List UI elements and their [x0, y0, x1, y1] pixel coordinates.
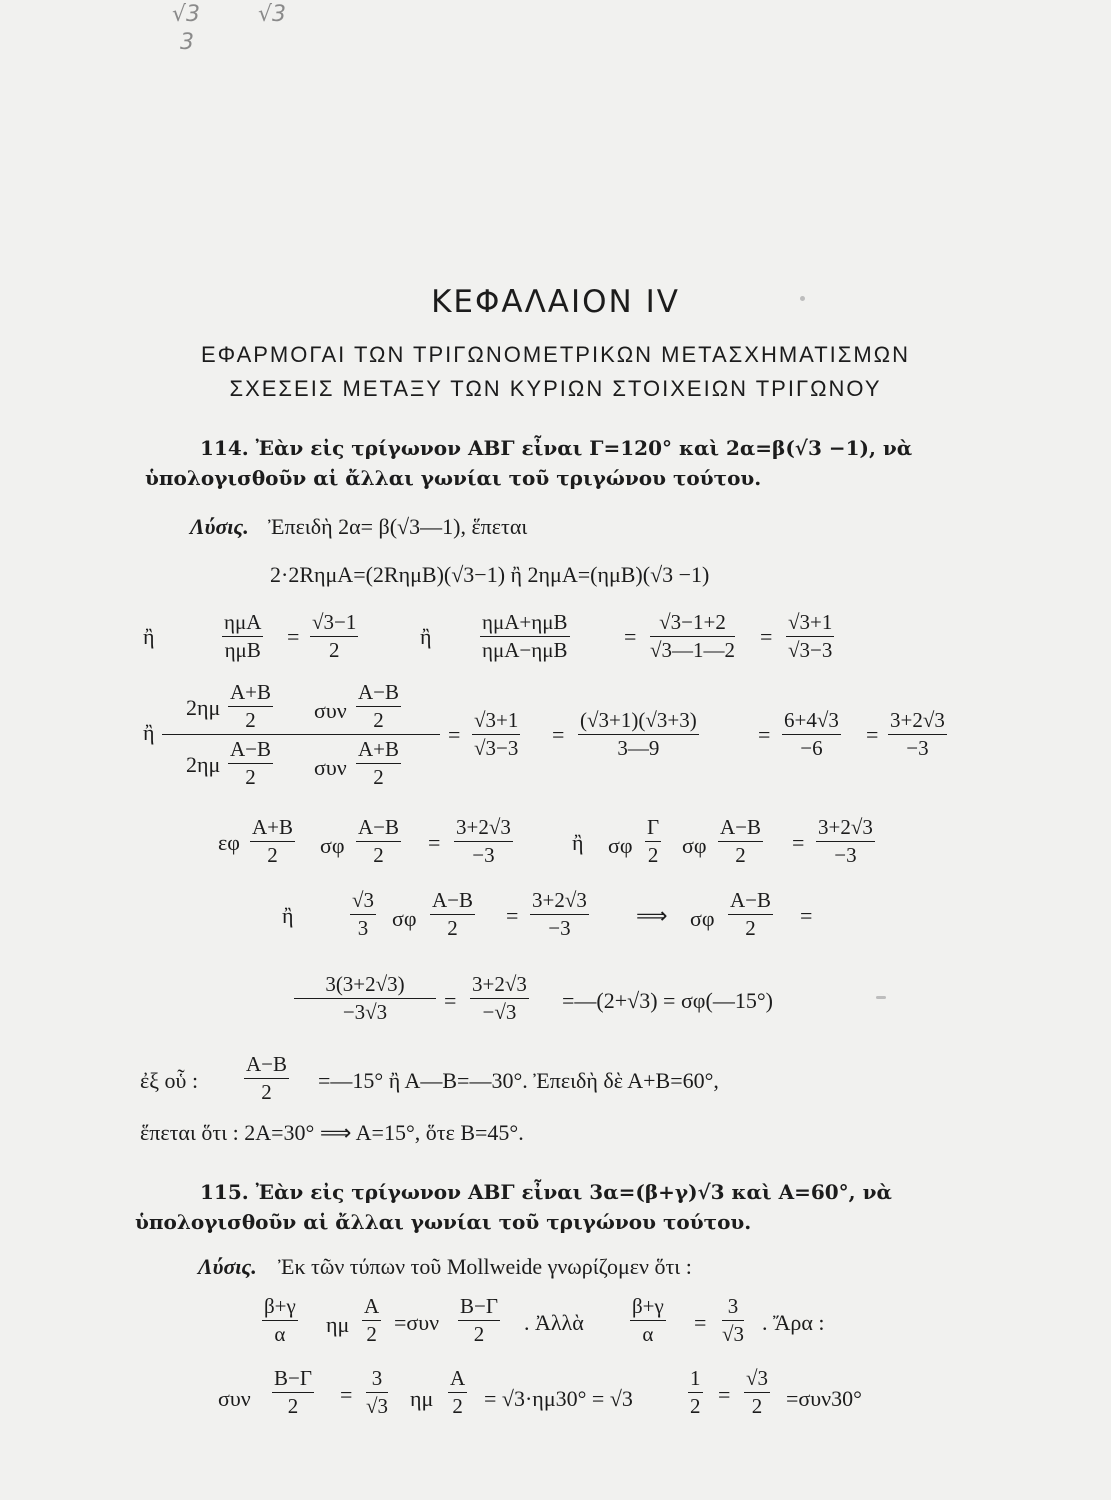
eq3-or: ἢ — [143, 720, 155, 745]
p115-eq2-mid: = √3·ημ30° = √3 — [484, 1386, 633, 1411]
eq7-tail: =—15° ἢ Α—Β=—30°. Ἐπειδὴ δὲ Α+Β=60°, — [318, 1068, 719, 1093]
solution-intro: Ἐπειδὴ 2α= β(√3—1), ἕπεται — [268, 514, 528, 539]
eq2-equals: = — [287, 624, 300, 649]
eq2-fraction-3: ημΑ+ημΒ ημΑ−ημΒ — [482, 610, 568, 662]
eq5-fraction-3: $\frac{3+2√3}{-3}$ — [532, 888, 587, 940]
eq3-den-fraction-1: $\frac{A-B}{2}$ — [230, 737, 272, 789]
p115-eq2-tail: =συν30° — [786, 1386, 862, 1411]
eq2-or: ἢ — [143, 624, 155, 649]
eq4-equals: = — [428, 830, 441, 855]
eq3-num-fraction-2: $\frac{A-B}{2}$ — [358, 680, 400, 732]
solution-intro-115: Ἐκ τῶν τύπων τοῦ Mollweide γνωρίζομεν ὅτι : — [278, 1254, 692, 1279]
eq3-den-mid: συν — [314, 755, 347, 780]
solution-label: Λύσις. — [190, 514, 249, 539]
p115-eq1-fraction-5: $\frac{3}{√3}$ — [722, 1294, 745, 1346]
chapter-subtitle-2: ΣΧΕΣΕΙΣ ΜΕΤΑΞΥ ΤΩΝ ΚΥΡΙΩΝ ΣΤΟΙΧΕΙΩΝ ΤΡΙΓΩΝΟΥ — [229, 376, 882, 401]
eq3-fraction-2: $\frac{√3+1}{√3-3}$ — [474, 708, 519, 760]
eq7-label: ἐξ οὗ : — [140, 1068, 199, 1093]
p115-eq1-fraction-3: $\frac{B-\Gamma}{2}$ — [460, 1294, 498, 1346]
p115-eq2-sun: συν — [218, 1386, 251, 1411]
eq4-equals-2: = — [792, 830, 805, 855]
p115-eq2-equals: = — [340, 1382, 353, 1407]
eq2-fraction-1: ημΑ ημΒ — [224, 610, 262, 662]
eq3-den-prefix: 2ημ — [186, 752, 221, 777]
p115-eq1-fraction-4: $\frac{\beta+\gamma}{\alpha}$ — [632, 1294, 664, 1346]
eq5-sf: σφ — [392, 906, 417, 931]
eq5-or: ἢ — [282, 903, 294, 928]
p115-eq2-fraction-3: $\frac{A}{2}$ — [450, 1366, 466, 1418]
eq3-main-bar — [162, 734, 440, 735]
p115-eq1-ara: . Ἄρα : — [762, 1310, 825, 1335]
eq5-sf2: σφ — [690, 906, 715, 931]
eq4-fraction-4: $\frac{\Gamma}{2}$ — [647, 815, 660, 867]
eq3-num-mid: συν — [314, 698, 347, 723]
eq4-sf3: σφ — [682, 833, 707, 858]
margin-note-sqrt3-2: √3 — [258, 2, 287, 27]
p115-eq1-fraction-2: $\frac{A}{2}$ — [364, 1294, 380, 1346]
eq8: ἕπεται ὅτι : 2Α=30° ⟹ Α=15°, ὅτε Β=45°. — [140, 1120, 524, 1145]
p115-eq1-sun: =συν — [394, 1310, 440, 1335]
problem-114-line2: ὑπολογισθοῦν αἱ ἄλλαι γωνίαι τοῦ τριγώνου τούτου. — [145, 466, 762, 490]
margin-note-3: 3 — [180, 30, 194, 55]
eq3-num-fraction-1: $\frac{A+B}{2}$ — [230, 680, 272, 732]
chapter-subtitle-1: ΕΦΑΡΜΟΓΑΙ ΤΩΝ ΤΡΙΓΩΝΟΜΕΤΡΙΚΩΝ ΜΕΤΑΣΧΗΜΑΤΙΣΜΩΝ — [200, 342, 911, 367]
p115-eq1-alla: . Ἀλλὰ — [524, 1310, 584, 1335]
p115-eq2-equals-2: = — [718, 1382, 731, 1407]
p115-eq2-fraction-2: $\frac{3}{√3}$ — [366, 1366, 389, 1418]
eq6-tail: =—(2+√3) = σφ(—15°) — [562, 988, 773, 1013]
eq5-fraction-2: $\frac{A-B}{2}$ — [432, 888, 474, 940]
eq5-equals-2: = — [800, 903, 813, 928]
problem-115-line2: ὑπολογισθοῦν αἱ ἄλλαι γωνίαι τοῦ τριγώνου τούτου. — [135, 1210, 752, 1234]
eq2-fraction-4: $\frac{√3-1+2}{√3—1—2}$ — [650, 610, 736, 662]
chapter-title: ΚΕΦΑΛΑΙΟΝ IV — [431, 284, 680, 320]
margin-note-sqrt3: √3 — [172, 2, 201, 27]
eq3-equals-2: = — [552, 722, 565, 747]
problem-115-line1: 115. Ἐὰν εἰς τρίγωνον ΑΒΓ εἶναι 3α=(β+γ)√3 καὶ Α=60°, νὰ — [200, 1180, 892, 1204]
eq3-fraction-3: $\frac{(√3+1)(√3+3)}{3—9}$ — [580, 708, 697, 760]
eq4-fraction-3: $\frac{3+2√3}{-3}$ — [456, 815, 511, 867]
eq4-sf2: σφ — [608, 833, 633, 858]
eq3-equals-4: = — [866, 722, 879, 747]
p115-eq2-em: ημ — [410, 1386, 434, 1411]
p115-eq2-fraction-5: $\frac{√3}{2}$ — [746, 1366, 769, 1418]
p115-eq1-equals: = — [694, 1310, 707, 1335]
eq5-implies: ⟹ — [636, 903, 668, 928]
speck — [876, 996, 886, 999]
eq3-equals-3: = — [758, 722, 771, 747]
eq4-or: ἢ — [572, 830, 584, 855]
eq4-fraction-1: $\frac{A+B}{2}$ — [252, 815, 294, 867]
eq4-sf: σφ — [320, 833, 345, 858]
eq6-fraction-2: $\frac{3+2√3}{-√3}$ — [472, 972, 527, 1024]
eq5-fraction-1: $\frac{√3}{3}$ — [352, 888, 375, 940]
eq2-fraction-5: $\frac{√3+1}{√3-3}$ — [788, 610, 833, 662]
p115-eq1-fraction-1: $\frac{\beta+\gamma}{\alpha}$ — [264, 1294, 296, 1346]
solution-label-115: Λύσις. — [198, 1254, 257, 1279]
eq2-fraction-2: $\frac{√3-1}{2}$ — [312, 610, 357, 662]
eq3-den-fraction-2: $\frac{A+B}{2}$ — [358, 737, 400, 789]
eq2-equals-2: = — [624, 624, 637, 649]
eq4-fraction-2: $\frac{A-B}{2}$ — [358, 815, 400, 867]
eq4-fraction-5: $\frac{A-B}{2}$ — [720, 815, 762, 867]
p115-eq1-em: ημ — [326, 1312, 350, 1337]
p115-eq2-fraction-1: $\frac{B-\Gamma}{2}$ — [274, 1366, 312, 1418]
equation-1: 2·2RημΑ=(2RημΒ)(√3−1) ἢ 2ημΑ=(ημΒ)(√3 −1) — [270, 562, 710, 587]
eq3-equals: = — [448, 722, 461, 747]
eq5-equals: = — [506, 903, 519, 928]
eq6-fraction-1: $\frac{3(3+2√3)}{-3√3}$ — [294, 972, 436, 1025]
eq5-fraction-4: $\frac{A-B}{2}$ — [730, 888, 772, 940]
eq4-ef: εφ — [218, 830, 240, 855]
p115-eq2-fraction-4: $\frac{1}{2}$ — [690, 1366, 701, 1418]
problem-114-line1: 114. Ἐὰν εἰς τρίγωνον ΑΒΓ εἶναι Γ=120° καὶ 2α=β(√3 −1), νὰ — [200, 436, 913, 460]
eq7-fraction-1: $\frac{A-B}{2}$ — [246, 1052, 288, 1104]
speck — [800, 296, 805, 301]
eq3-num-prefix: 2ημ — [186, 695, 221, 720]
eq3-fraction-5: $\frac{3+2√3}{-3}$ — [890, 708, 945, 760]
eq2-equals-3: = — [760, 624, 773, 649]
eq2-or-2: ἢ — [420, 624, 432, 649]
eq6-equals: = — [444, 988, 457, 1013]
eq3-fraction-4: $\frac{6+4√3}{-6}$ — [784, 708, 839, 760]
eq4-fraction-6: $\frac{3+2√3}{-3}$ — [818, 815, 873, 867]
